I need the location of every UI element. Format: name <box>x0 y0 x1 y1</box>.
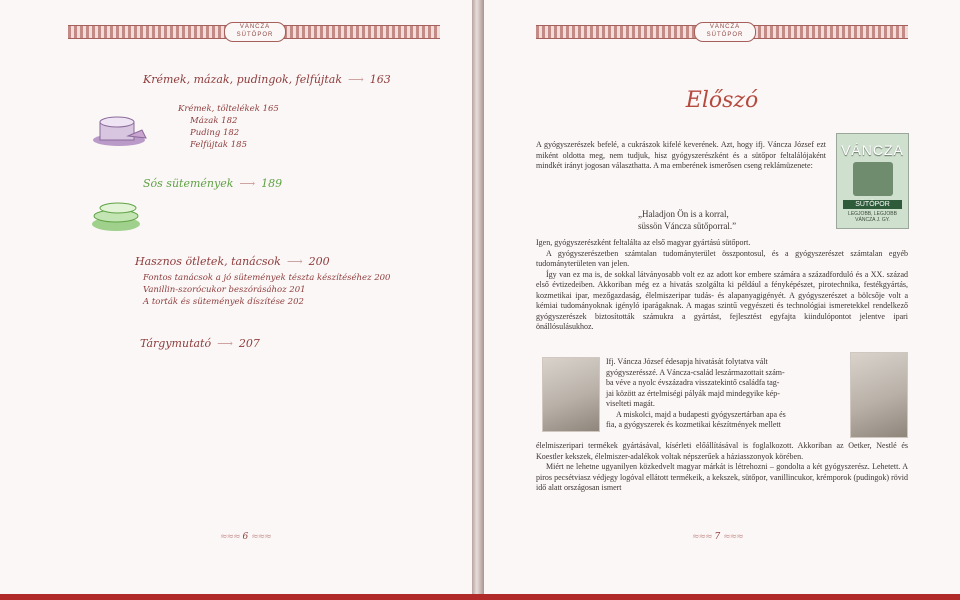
toc-subitem[interactable]: Fontos tanácsok a jó sütemények tészta készítéséhez 200 <box>143 273 391 283</box>
toc-section-title[interactable]: Krémek, mázak, pudingok, felfújtak ⟶ 163 <box>143 73 391 86</box>
ad-small-text: VÁNCZA J. GY. <box>855 217 890 223</box>
toc-section-title[interactable]: Hasznos ötletek, tanácsok ⟶ 200 <box>135 255 330 268</box>
quote-line-1: „Haladjon Ön is a korral, <box>638 209 729 219</box>
left-page-number <box>220 532 271 542</box>
header-badge-line1: VÁNCZA <box>239 24 271 30</box>
toc-subitem[interactable]: Felfújtak 185 <box>190 140 247 150</box>
header-badge-line2: SÜTŐPOR <box>706 32 744 38</box>
cake-illustration <box>88 110 150 150</box>
toc-subitem[interactable]: Krémek, töltelékek 165 <box>178 104 279 114</box>
toc-subitem[interactable]: Mázak 182 <box>190 116 238 126</box>
folio-ornament-right: ≈≈≈ <box>251 532 271 542</box>
page-title: Előszó <box>685 88 759 113</box>
ad-band-secondary: LEGJOBB, LEGJOBB <box>848 211 897 217</box>
ad-band: SÜTŐPOR <box>843 200 902 209</box>
header-badge <box>694 22 756 42</box>
body-paragraph: Igen, gyógyszerészként feltalálta az első magyar gyártású sütőport. <box>536 238 751 247</box>
toc-section-title-text: Hasznos ötletek, tanácsok <box>135 255 281 268</box>
body-paragraph: A gyógyszerészetben számtalan tudományterület összpontosul, és a gyógyszerészet számtalan egyéb tudományterületen van jelen. <box>536 248 908 268</box>
toc-section-title-text: Tárgymutató <box>140 337 212 350</box>
left-folio-value: 6 <box>242 532 249 542</box>
portrait-photo-left <box>542 357 600 432</box>
folio-ornament-left: ≈≈≈ <box>220 532 240 542</box>
vancza-advertisement <box>836 133 909 229</box>
body-paragraph: Miért ne lehetne ugyanilyen közkedvelt magyar márkát is létrehozni – gondolta a két gyógyszerész. Lehetett. A piros pecsétviasz védjegy logóval ellátott termékeik, a kekszek, sütőpor, vanillincukor, krémporok (pudingok) rövid idő alatt országosan ismert <box>536 462 908 492</box>
right-page <box>484 0 960 600</box>
toc-subitems <box>143 272 390 308</box>
intro-text: A gyógyszerészek befelé, a cukrászok kifelé keverének. Azt, hogy ifj. Váncza József ezt miként oldotta meg, nem tudjuk, hisz gyógyszerészként és a sütőpor feltalálójaként mindkét irányt jogosan választhatta. A ma emberének ismerősen cseng reklámüzenete: <box>536 140 826 170</box>
toc-section-title-text: Krémek, mázak, pudingok, felfújtak <box>143 73 342 86</box>
body-paragraph: Így van ez ma is, de sokkal látványosabb volt ez az adott kor embere számára a századforduló és a XX. század első évtizedeiben. Akkoriban még ez a hivatás szolgálta ki például a fényképészet, pirotechnika, festékgyártás, kozmetikai ipar, mezőgazdaság, élelmiszeripar tudás- és alapanyagigényét. A gyógyszerészet a bölcsője volt a kémiai tudományoknak igényló iparágaknak. A magas szintű vegyészeti és technológiai ismeretekkel rendelkező gyógyszerészek biztosították számukra a gyártást, fejlesztést egyfajta kiindulópontot jelentve ipari önállósulásukhoz. <box>536 269 908 331</box>
left-page <box>0 0 472 600</box>
quote-line-2: süssön Váncza sütőporral.” <box>638 221 737 231</box>
portrait-photo-right <box>850 352 908 438</box>
bio-line: viselteti magát. <box>606 399 655 408</box>
slogan-quote <box>638 208 736 232</box>
right-page-number <box>692 532 743 542</box>
toc-subitem[interactable]: Puding 182 <box>190 128 240 138</box>
toc-section-page: 207 <box>238 337 260 350</box>
toc-subitems <box>178 103 279 151</box>
pastry-illustration <box>90 196 146 234</box>
toc-section-title[interactable]: Sós sütemények ⟶ 189 <box>143 177 283 190</box>
body-paragraph: élelmiszeripari termékek gyártásával, kísérleti előállításával is foglalkozott. Akkoriban az Oetker, Nestlé és Koestler kekszek, élelmiszer-adalékok voltak népszerűek a háziasszonyok körében. <box>536 441 908 461</box>
toc-section-page: 189 <box>261 177 283 190</box>
bio-line: Ifj. Váncza József édesapja hivatását folytatva vált <box>606 357 768 366</box>
header-badge-line1: VÁNCZA <box>709 24 741 30</box>
body-paragraphs <box>536 238 908 333</box>
bio-line: jai között az értelmiségi pályák majd mindegyike kép- <box>606 388 780 398</box>
toc-subitem[interactable]: Vanillin-szorócukor beszórásához 201 <box>143 285 306 295</box>
bio-line: ba véve a nyolc évszázadra visszatekintő családfa tag- <box>606 378 780 387</box>
book-bottom-edge <box>0 594 960 600</box>
book-gutter <box>472 0 484 600</box>
ad-product-image <box>853 162 893 196</box>
folio-ornament-right: ≈≈≈ <box>723 532 743 542</box>
bio-line: A miskolci, majd a budapesti gyógyszertárban apa és <box>616 409 786 419</box>
toc-section-title-text: Sós sütemények <box>143 177 234 190</box>
bio-paragraph <box>606 357 842 431</box>
intro-paragraph <box>536 140 826 172</box>
bio-line: gyógyszerésszé. A Váncza-család leszármazottait szám- <box>606 367 785 377</box>
right-folio-value: 7 <box>714 532 721 542</box>
toc-section-page: 200 <box>308 255 330 268</box>
toc-subitem[interactable]: A torták és sütemények díszítése 202 <box>143 297 304 307</box>
bio-line: fia, a gyógyszerek és kozmetikai készítmények mellett <box>606 420 781 429</box>
header-badge-line2: SÜTŐPOR <box>236 32 274 38</box>
folio-ornament-left: ≈≈≈ <box>692 532 712 542</box>
tail-paragraphs <box>536 441 908 494</box>
header-badge <box>224 22 286 42</box>
toc-section-page: 163 <box>369 73 391 86</box>
toc-section-title[interactable]: Tárgymutató ⟶ 207 <box>140 337 260 350</box>
ad-brand: VÁNCZA <box>841 142 904 158</box>
